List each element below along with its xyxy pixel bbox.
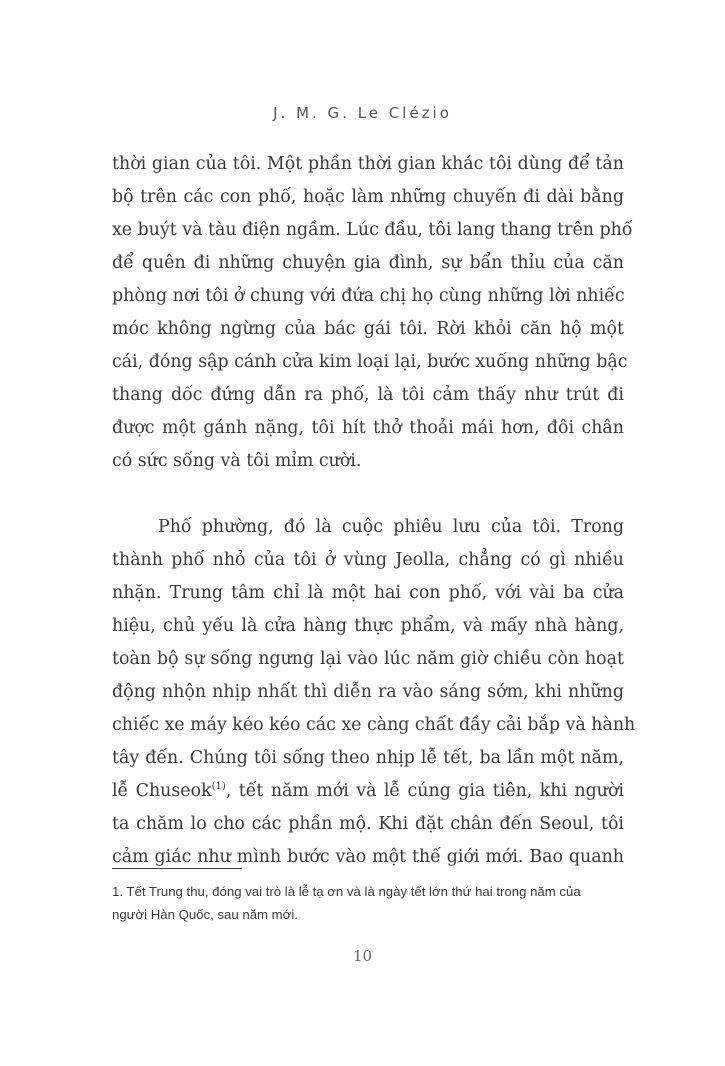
text-line: được một gánh nặng, tôi hít thở thoải mái hơn, đôi chân bbox=[112, 418, 624, 438]
text-line: nhặn. Trung tâm chỉ là một hai con phố, với vài ba cửa bbox=[112, 583, 624, 603]
body-text bbox=[112, 148, 636, 874]
text-line: thang dốc đứng dẫn ra phố, là tôi cảm thấy như trút đi bbox=[112, 385, 624, 405]
text-line: chiếc xe máy kéo kéo các xe càng chất đầy cải bắp và hành bbox=[112, 715, 636, 735]
paragraph-1 bbox=[112, 148, 633, 478]
paragraph-gap bbox=[112, 478, 624, 511]
text-line: móc không ngừng của bác gái tôi. Rời khỏi căn hộ một bbox=[112, 319, 624, 339]
text-line: tây đến. Chúng tôi sống theo nhịp lễ tết, ba lần một năm, bbox=[112, 748, 624, 768]
text-line: toàn bộ sự sống ngưng lại vào lúc năm giờ chiều còn hoạt bbox=[112, 649, 624, 669]
text-fragment: lễ Chuseok bbox=[112, 781, 212, 801]
text-line: hiệu, chủ yếu là cửa hàng thực phẩm, và mấy nhà hàng, bbox=[112, 616, 624, 636]
text-fragment: , tết năm mới và lễ cúng gia tiên, khi người bbox=[225, 781, 624, 801]
running-header: J. M. G. Le Clézio bbox=[273, 104, 452, 122]
text-line: cảm giác như mình bước vào một thế giới mới. Bao quanh bbox=[112, 847, 624, 867]
footnote-line: người Hàn Quốc, sau năm mới. bbox=[112, 907, 298, 922]
text-line: thời gian của tôi. Một phần thời gian khác tôi dùng để tản bbox=[112, 154, 624, 174]
footnote-reference[interactable]: (1) bbox=[211, 781, 226, 793]
text-line: phòng nơi tôi ở chung với đứa chị họ cùng những lời nhiếc bbox=[112, 286, 625, 306]
text-line: động nhộn nhịp nhất thì diễn ra vào sáng sớm, khi những bbox=[112, 682, 624, 702]
text-line: có sức sống và tôi mỉm cười. bbox=[112, 451, 362, 471]
text-line: cái, đóng sập cánh cửa kim loại lại, bước xuống những bậc bbox=[112, 352, 628, 372]
page-number: 10 bbox=[352, 947, 373, 965]
text-line: để quên đi những chuyện gia đình, sự bẩn thỉu của căn bbox=[112, 253, 624, 273]
paragraph-2 bbox=[112, 511, 636, 874]
text-line: thành phố nhỏ của tôi ở vùng Jeolla, chẳng có gì nhiều bbox=[112, 550, 624, 570]
text-line: bộ trên các con phố, hoặc làm những chuyến đi dài bằng bbox=[112, 187, 624, 207]
footnote-line: 1. Tết Trung thu, đóng vai trò là lễ tạ ơn và là ngày tết lớn thứ hai trong năm của bbox=[112, 884, 581, 899]
footnote-divider bbox=[112, 868, 242, 869]
text-line-with-footnote bbox=[112, 775, 624, 808]
footnote bbox=[112, 880, 627, 926]
text-line: ta chăm lo cho các phần mộ. Khi đặt chân đến Seoul, tôi bbox=[112, 814, 624, 834]
text-line: xe buýt và tàu điện ngầm. Lúc đầu, tôi lang thang trên phố bbox=[112, 220, 633, 240]
text-line: Phố phường, đó là cuộc phiêu lưu của tôi. Trong bbox=[158, 517, 624, 537]
